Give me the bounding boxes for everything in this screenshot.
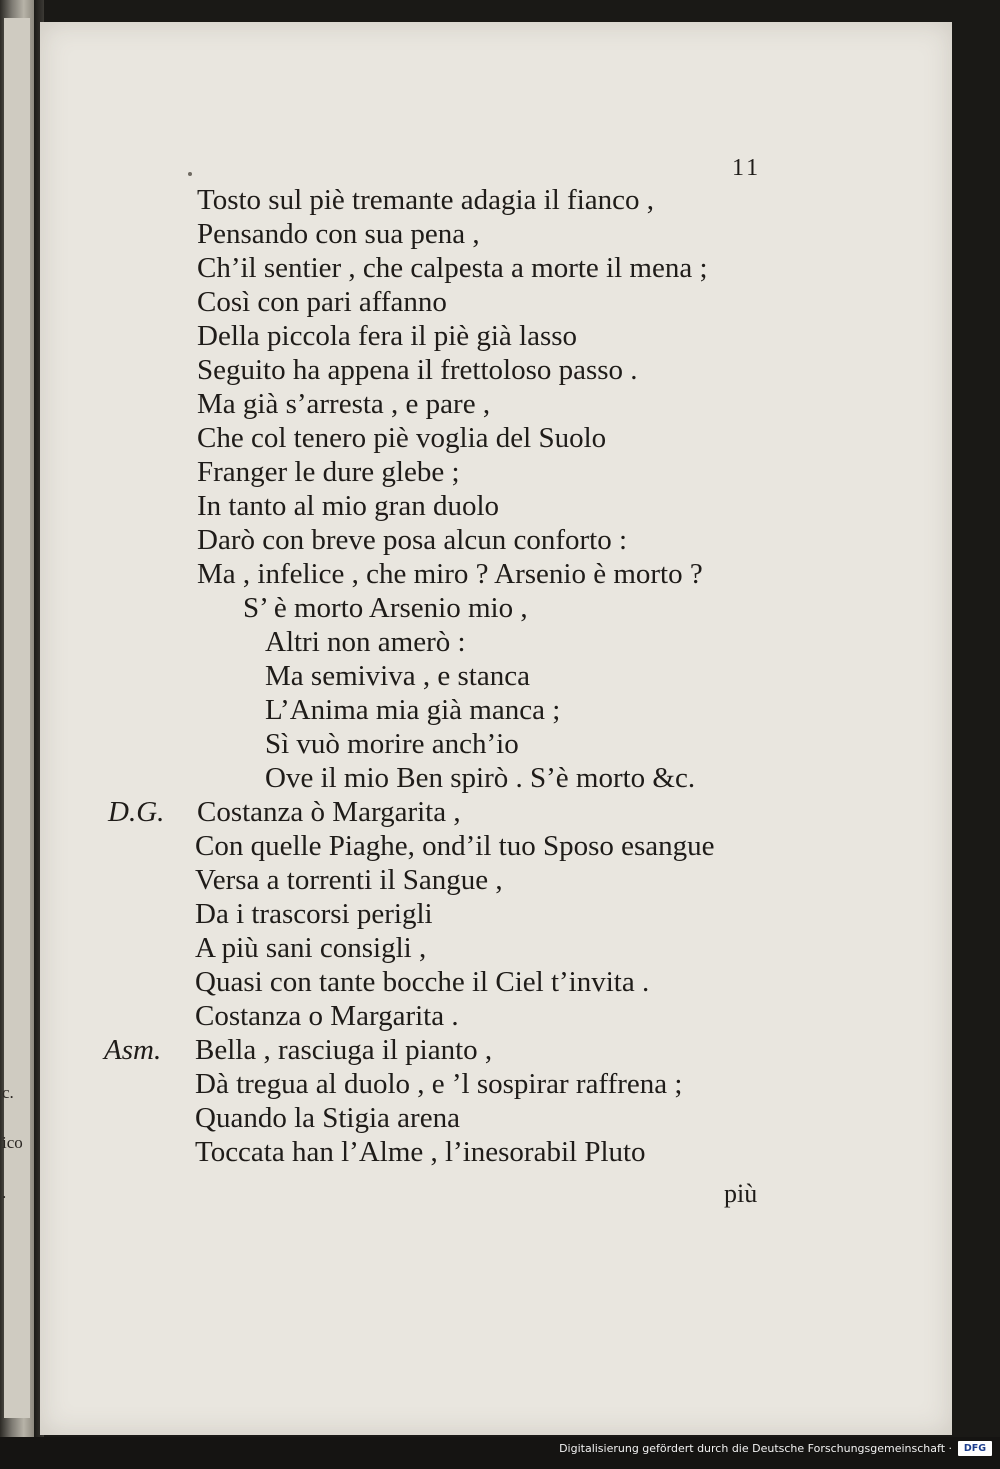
aria-line: Ove il mio Ben spirò . S’è morto &c. [265, 762, 696, 794]
left-page-edge [0, 0, 34, 1469]
left-page-fragment: ico [2, 1133, 23, 1152]
verse-line: Ma , infelice , che miro ? Arsenio è morto ? [197, 558, 703, 590]
verse-line: Toccata han l’Alme , l’inesorabil Pluto [195, 1136, 646, 1168]
verse-line: Che col tenero piè voglia del Suolo [197, 422, 607, 454]
funding-credit: Digitalisierung gefördert durch die Deutsche Forschungsgemeinschaft · [559, 1442, 952, 1455]
verse-line: Seguito ha appena il frettoloso passo . [197, 354, 638, 386]
left-page-fragment: . [2, 1183, 7, 1202]
verse-line: Versa a torrenti il Sangue , [195, 864, 503, 896]
verse-line: Costanza o Margarita . [195, 1000, 459, 1032]
aria-line: Sì vuò morire anch’io [265, 728, 519, 760]
page-number: 11 [732, 155, 762, 181]
verse-line: Costanza ò Margarita , [197, 796, 461, 828]
verse-line: A più sani consigli , [195, 932, 427, 964]
speaker-label: Asm. [104, 1034, 162, 1066]
aria-line: Ma semiviva , e stanca [265, 660, 530, 692]
verse-line: In tanto al mio gran duolo [197, 490, 500, 522]
left-page-paper [4, 18, 30, 1418]
ink-speck [188, 172, 192, 176]
verse-line: Ch’il sentier , che calpesta a morte il mena ; [197, 252, 708, 284]
aria-line: Altri non amerò : [265, 626, 466, 658]
verse-line: Dà tregua al duolo , e ’l sospirar raffrena ; [195, 1068, 683, 1100]
verse-line: Della piccola fera il piè già lasso [197, 320, 578, 352]
dfg-logo: DFG [958, 1441, 992, 1456]
aria-line: L’Anima mia già manca ; [265, 694, 561, 726]
verse-line: Bella , rasciuga il pianto , [195, 1034, 493, 1066]
verse-line: Da i trascorsi perigli [195, 898, 433, 930]
book-page [40, 22, 952, 1435]
verse-line: Quasi con tante bocche il Ciel t’invita . [195, 966, 650, 998]
verse-line: Così con pari affanno [197, 286, 447, 318]
verse-line: Quando la Stigia arena [195, 1102, 460, 1134]
verse-line: Pensando con sua pena , [197, 218, 480, 250]
verse-line: Franger le dure glebe ; [197, 456, 460, 488]
aria-line: S’ è morto Arsenio mio , [243, 592, 528, 624]
verse-line: Darò con breve posa alcun conforto : [197, 524, 628, 556]
left-page-fragment: c. [2, 1083, 14, 1102]
verse-line: Con quelle Piaghe, ond’il tuo Sposo esangue [195, 830, 715, 862]
speaker-label: D.G. [108, 796, 165, 828]
verse-line: Tosto sul piè tremante adagia il fianco , [197, 184, 654, 216]
catchword: più [724, 1179, 758, 1208]
verse-line: Ma già s’arresta , e pare , [197, 388, 491, 420]
